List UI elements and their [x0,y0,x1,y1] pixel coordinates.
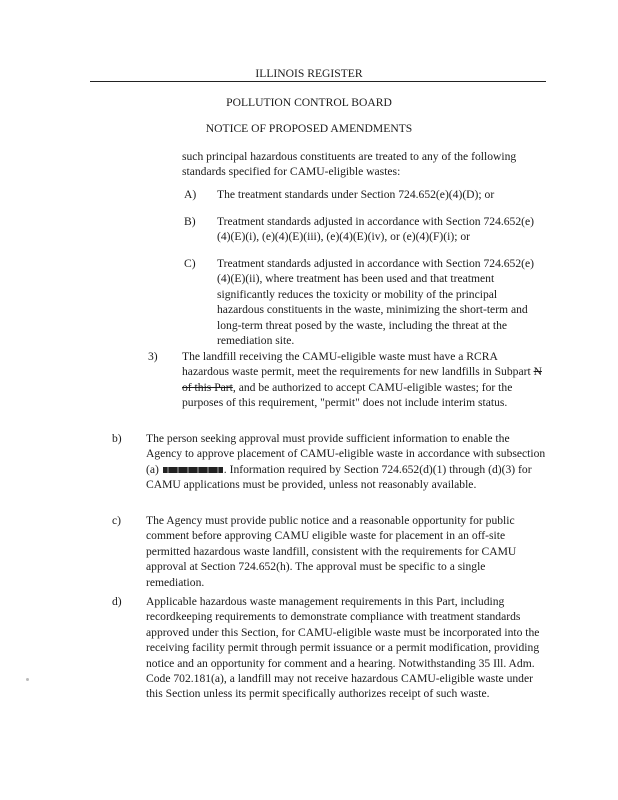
standard-a-label: A) [184,188,197,201]
standard-b-text: Treatment standards adjusted in accordance with Section 724.652(e)(4)(E)(i), (e)(4)(E)(iii), (e)(4)(E)(iv), or (e)(4)(F)(i); or [217,215,535,244]
section-d-label: d) [112,595,122,608]
item-3-text: The landfill receiving the CAMU-eligible waste must have a RCRA hazardous waste permit, meet the requirements for new landfills in Subpart N of this Part, and be authorized to accept CAMU-eligible wastes; for the purposes of this requirement, "permit" does not include interim status. [182,350,542,410]
standard-b-label: B) [184,215,196,228]
section-b-text: The person seeking approval must provide sufficient information to enable the Agency to approve placement of CAMU-eligible waste in accordance with subsection (a) . Information required by Section 724.652(d)(1) through (d)(3) for CAMU applications must be provided, unless not reasonably available. [146,432,546,492]
register-title: ILLINOIS REGISTER [255,67,363,80]
header-rule [90,81,546,82]
struck-text: N of this Part [182,365,542,394]
section-b-label: b) [112,432,122,445]
item-3-label: 3) [148,350,158,363]
notice-title: NOTICE OF PROPOSED AMENDMENTS [205,122,413,135]
redacted-text [163,467,223,473]
section-c-label: c) [112,514,122,527]
standard-c-label: C) [184,257,196,270]
standard-c-text: Treatment standards adjusted in accordance with Section 724.652(e)(4)(E)(ii), where treatment has been used and that treatment significantly reduces the toxicity or mobility of the principal hazardous constituents in the waste, minimizing the short-term and long-term threat posed by the waste, including the threat at the remediation site. [217,257,535,348]
standard-a-text: The treatment standards under Section 724.652(e)(4)(D); or [217,188,495,201]
section-c-text: The Agency must provide public notice and a reasonable opportunity for public comment before approving CAMU eligible waste for placement in an off-site permitted hazardous waste landfill, consistent with the requirements for CAMU approval at Section 724.652(h). The approval must be specific to a single remediation. [146,514,517,589]
scan-speck [26,678,29,681]
section-d-text: Applicable hazardous waste management requirements in this Part, including recordkeeping requirements to demonstrate compliance with treatment standards approved under this Section, for CAMU-eligible waste must be incorporated into the receiving facility permit through permit issuance or a permit modification, providing notice and an opportunity for comment and a hearing. Notwithstanding 35 Ill. Adm. Code 702.181(a), a landfill may not receive hazardous CAMU-eligible waste under this Section unless its permit specifically authorizes receipt of such waste. [146,595,540,701]
board-title: POLLUTION CONTROL BOARD [226,96,392,109]
intro-paragraph: such principal hazardous constituents are treated to any of the following standards specified for CAMU-eligible wastes: [182,150,517,179]
